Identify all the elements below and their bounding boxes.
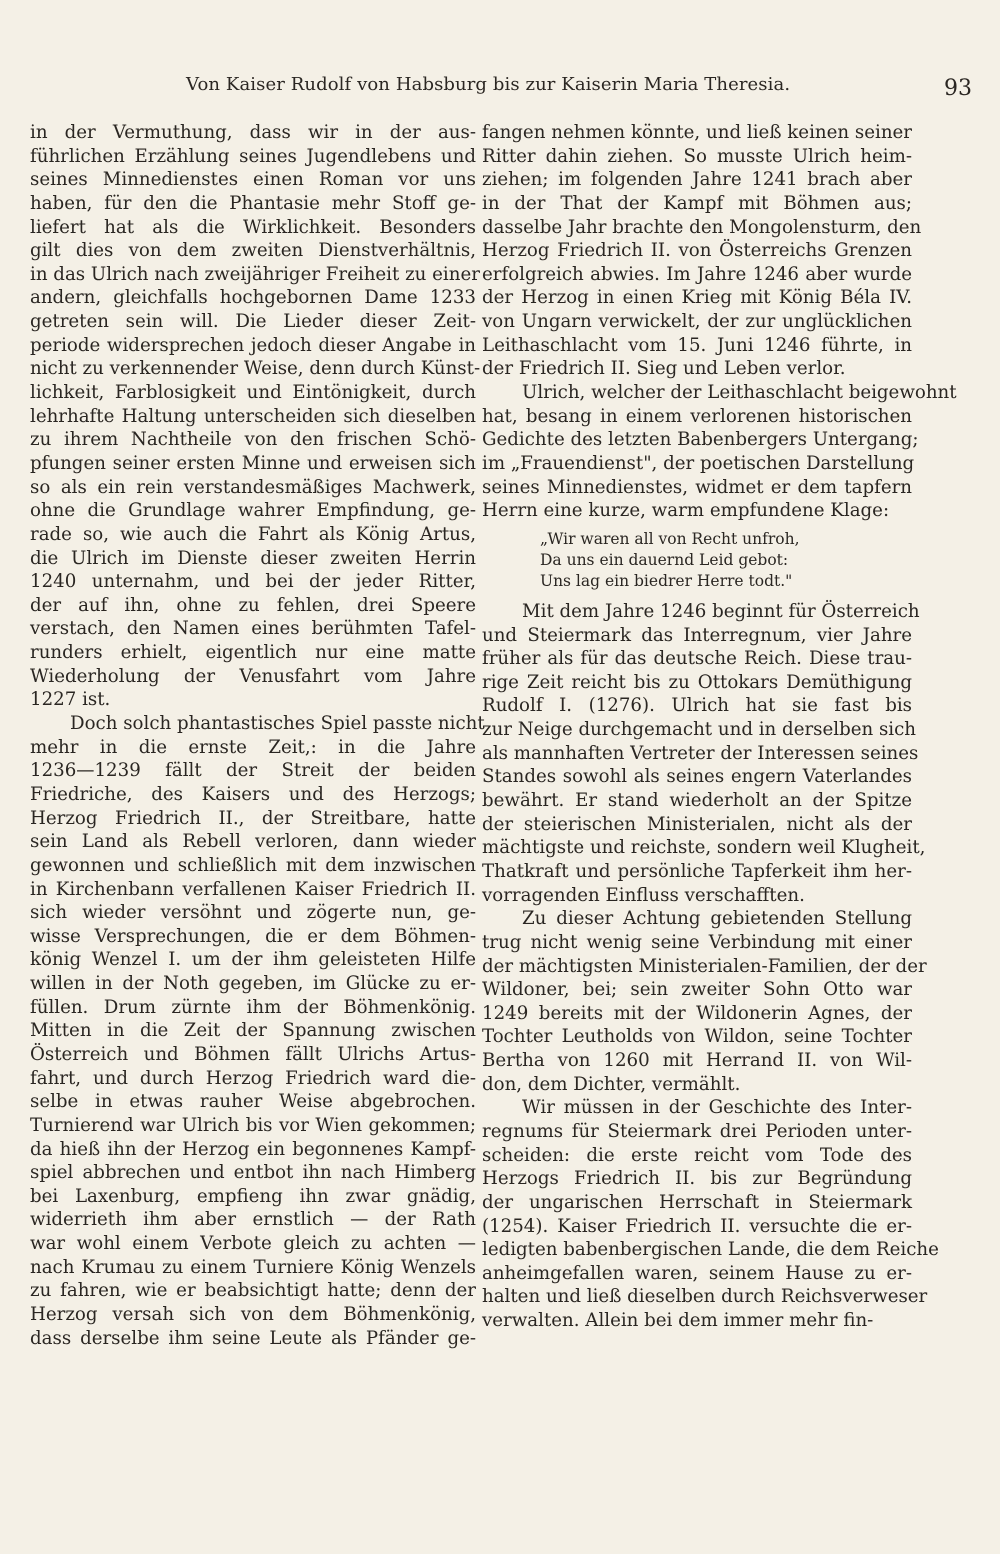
text-line: der mächtigsten Ministerialen-Familien, der der <box>482 955 927 977</box>
right-column-part-a <box>482 121 957 523</box>
text-line: vorragenden Einfluss verschafften. <box>482 884 805 906</box>
text-line: in der That der Kampf mit Böhmen aus; <box>482 192 912 214</box>
text-line: Rudolf I. (1276). Ulrich hat sie fast bis <box>482 695 912 717</box>
running-head <box>28 72 972 106</box>
text-line: nach Krumau zu einem Turniere König Wenzels <box>30 1256 476 1278</box>
text-line: 1227 ist. <box>30 689 111 711</box>
text-line: zu ihrem Nachtheile von den frischen Schö- <box>30 429 476 451</box>
text-line: wisse Versprechungen, die er dem Böhmen- <box>30 925 476 947</box>
text-line: fahrt, und durch Herzog Friedrich ward die- <box>30 1067 476 1089</box>
text-line: von Ungarn verwickelt, der zur unglücklichen <box>482 311 912 333</box>
text-line: dasselbe Jahr brachte den Mongolensturm, den <box>482 216 922 238</box>
text-line: „Wir waren all von Recht unfroh, <box>540 529 800 548</box>
text-line: und Steiermark das Interregnum, vier Jahre <box>482 624 912 646</box>
text-line: spiel abbrechen und entbot ihn nach Himberg <box>30 1162 476 1184</box>
text-line: Uns lag ein biedrer Herre todt." <box>540 571 793 590</box>
text-line: mächtigste und reichste, sondern weil Klugheit, <box>482 837 926 859</box>
left-text-column <box>30 121 485 1350</box>
text-line: runders erhielt, eigentlich nur eine matte <box>30 642 476 664</box>
text-line: der ungarischen Herrschaft in Steiermark <box>482 1191 912 1213</box>
text-line: Mitten in die Zeit der Spannung zwischen <box>30 1020 476 1042</box>
text-line: hat, besang in einem verlorenen historischen <box>482 405 912 427</box>
text-line: scheiden: die erste reicht vom Tode des <box>482 1144 912 1166</box>
text-line: Gedichte des letzten Babenbergers Untergang; <box>482 429 919 451</box>
text-line: Herzog Friedrich II., der Streitbare, hatte <box>30 807 476 829</box>
text-line: Mit dem Jahre 1246 beginnt für Österreich <box>522 600 920 622</box>
text-line: früher als für das deutsche Reich. Diese trau- <box>482 648 912 670</box>
text-line: im „Frauendienst", der poetischen Darstellung <box>482 452 915 474</box>
text-line: don, dem Dichter, vermählt. <box>482 1073 741 1095</box>
text-line: könig Wenzel I. um der ihm geleisteten Hilfe <box>30 949 476 971</box>
text-line: Herrn eine kurze, warm empfundene Klage: <box>482 500 890 522</box>
text-line: Doch solch phantastisches Spiel passte nicht <box>70 713 485 735</box>
right-column-part-b <box>482 600 939 1333</box>
text-line: (1254). Kaiser Friedrich II. versuchte die er- <box>482 1215 912 1237</box>
page-number: 93 <box>944 76 972 101</box>
text-line: Turnierend war Ulrich bis vor Wien gekommen; <box>30 1114 476 1136</box>
text-line: seines Minnedienstes einen Roman vor uns <box>30 169 476 191</box>
text-line: halten und ließ dieselben durch Reichsverweser <box>482 1286 928 1308</box>
text-line: Da uns ein dauernd Leid gebot: <box>540 550 789 569</box>
text-line: ziehen; im folgenden Jahre 1241 brach aber <box>482 169 912 191</box>
text-line: in Kirchenbann verfallenen Kaiser Friedrich II. <box>30 878 476 900</box>
text-line: zu fahren, wie er beabsichtigt hatte; denn der <box>30 1280 476 1302</box>
text-line: bei Laxenburg, empfieng ihn zwar gnädig, <box>30 1185 476 1207</box>
text-line: lehrhafte Haltung unterscheiden sich dieselben <box>30 405 476 427</box>
text-line: füllen. Drum zürnte ihm der Böhmenkönig. <box>30 996 476 1018</box>
text-line: als mannhaften Vertreter der Interessen seines <box>482 742 919 764</box>
text-line: gilt dies von dem zweiten Dienstverhältnis, <box>30 240 476 262</box>
text-line: verwalten. Allein bei dem immer mehr fin- <box>482 1310 874 1332</box>
text-line: lichkeit, Farblosigkeit und Eintönigkeit, durch <box>30 382 476 404</box>
poem-quote <box>482 529 912 592</box>
text-line: getreten sein will. Die Lieder dieser Zeit- <box>30 311 476 333</box>
text-line: selbe in etwas rauher Weise abgebrochen. <box>30 1091 476 1113</box>
text-line: der Herzog in einen Krieg mit König Béla IV. <box>482 287 912 309</box>
text-line: Tochter Leutholds von Wildon, seine Tochter <box>482 1026 912 1048</box>
text-line: ohne die Grundlage wahrer Empfindung, ge- <box>30 500 476 522</box>
text-line: war wohl einem Verbote gleich zu achten — <box>30 1233 476 1255</box>
text-line: 1236—1239 fällt der Streit der beiden <box>30 760 476 782</box>
text-line: pfungen seiner ersten Minne und erweisen sich <box>30 452 476 474</box>
text-line: willen in der Noth gegeben, im Glücke zu er- <box>30 973 476 995</box>
text-line: widerrieth ihm aber ernstlich — der Rath <box>30 1209 476 1231</box>
text-line: Wir müssen in der Geschichte des Inter- <box>522 1097 912 1119</box>
text-line: 1249 bereits mit der Wildonerin Agnes, der <box>482 1002 912 1024</box>
running-head-title: Von Kaiser Rudolf von Habsburg bis zur Kaiserin Maria Theresia. <box>186 74 791 95</box>
text-line: verstach, den Namen eines berühmten Tafel- <box>30 618 476 640</box>
text-line: Standes sowohl als seines engern Vaterlandes <box>482 766 912 788</box>
text-line: trug nicht wenig seine Verbindung mit einer <box>482 931 912 953</box>
text-line: seines Minnedienstes, widmet er dem tapfern <box>482 476 912 498</box>
text-line: rige Zeit reicht bis zu Ottokars Demüthigung <box>482 671 912 693</box>
text-line: Ulrich, welcher der Leithaschlacht beigewohnt <box>522 382 957 404</box>
text-line: Herzog Friedrich II. von Österreichs Grenzen <box>482 240 912 262</box>
text-line: in der Vermuthung, dass wir in der aus- <box>30 122 476 143</box>
text-line: führlichen Erzählung seines Jugendlebens und <box>30 145 476 167</box>
text-line: anheimgefallen waren, seinem Hause zu er- <box>482 1262 912 1284</box>
text-line: 1240 unternahm, und bei der jeder Ritter, <box>30 571 476 593</box>
text-line: Wiederholung der Venusfahrt vom Jahre <box>30 665 476 687</box>
text-line: in das Ulrich nach zweijähriger Freiheit zu einer <box>30 263 480 285</box>
text-line: gewonnen und schließlich mit dem inzwischen <box>30 854 476 876</box>
text-line: der auf ihn, ohne zu fehlen, drei Speere <box>30 594 476 616</box>
text-line: Bertha von 1260 mit Herrand II. von Wil- <box>482 1050 912 1072</box>
text-line: der Friedrich II. Sieg und Leben verlor. <box>482 358 846 380</box>
text-line: bewährt. Er stand wiederholt an der Spitze <box>482 790 912 812</box>
text-line: rade so, wie auch die Fahrt als König Artus, <box>30 523 476 545</box>
text-line: Herzog versah sich von dem Böhmenkönig, <box>30 1304 476 1326</box>
text-line: regnums für Steiermark drei Perioden unter- <box>482 1120 912 1142</box>
text-line: Österreich und Böhmen fällt Ulrichs Artus- <box>30 1043 476 1065</box>
text-line: mehr in die ernste Zeit,: in die Jahre <box>30 736 476 758</box>
text-line: Herzogs Friedrich II. bis zur Begründung <box>482 1168 912 1190</box>
text-line: da hieß ihn der Herzog ein begonnenes Kampf- <box>30 1138 476 1160</box>
text-line: haben, für den die Phantasie mehr Stoff ge- <box>30 192 476 214</box>
text-line: liefert hat als die Wirklichkeit. Besonders <box>30 216 476 238</box>
text-line: der steierischen Ministerialen, nicht als der <box>482 813 912 835</box>
text-line: so als ein rein verstandesmäßiges Machwerk, <box>30 476 476 498</box>
text-line: periode widersprechen jedoch dieser Angabe in <box>30 334 476 356</box>
text-line: fangen nehmen könnte, und ließ keinen seiner <box>482 122 912 143</box>
text-line: zur Neige durchgemacht und in derselben sich <box>482 719 917 741</box>
text-line: Leithaschlacht vom 15. Juni 1246 führte, in <box>482 334 912 356</box>
text-line: Friedriche, des Kaisers und des Herzogs; <box>30 783 476 805</box>
text-line: ledigten babenbergischen Lande, die dem Reiche <box>482 1239 939 1261</box>
right-text-column <box>482 121 957 1333</box>
text-line: die Ulrich im Dienste dieser zweiten Herrin <box>30 547 476 569</box>
text-line: nicht zu verkennender Weise, denn durch Künst- <box>30 358 481 380</box>
text-line: Zu dieser Achtung gebietenden Stellung <box>522 908 912 930</box>
text-line: sich wieder versöhnt und zögerte nun, ge- <box>30 902 476 924</box>
text-line: andern, gleichfalls hochgebornen Dame 1233 <box>30 287 476 309</box>
text-line: Thatkraft und persönliche Tapferkeit ihm her- <box>482 860 912 882</box>
text-line: Wildoner, bei; sein zweiter Sohn Otto war <box>482 979 912 1001</box>
text-line: Ritter dahin ziehen. So musste Ulrich heim- <box>482 145 912 167</box>
text-line: dass derselbe ihm seine Leute als Pfänder ge- <box>30 1327 476 1349</box>
text-line: erfolgreich abwies. Im Jahre 1246 aber wurde <box>482 263 912 285</box>
text-line: sein Land als Rebell verloren, dann wieder <box>30 831 476 853</box>
